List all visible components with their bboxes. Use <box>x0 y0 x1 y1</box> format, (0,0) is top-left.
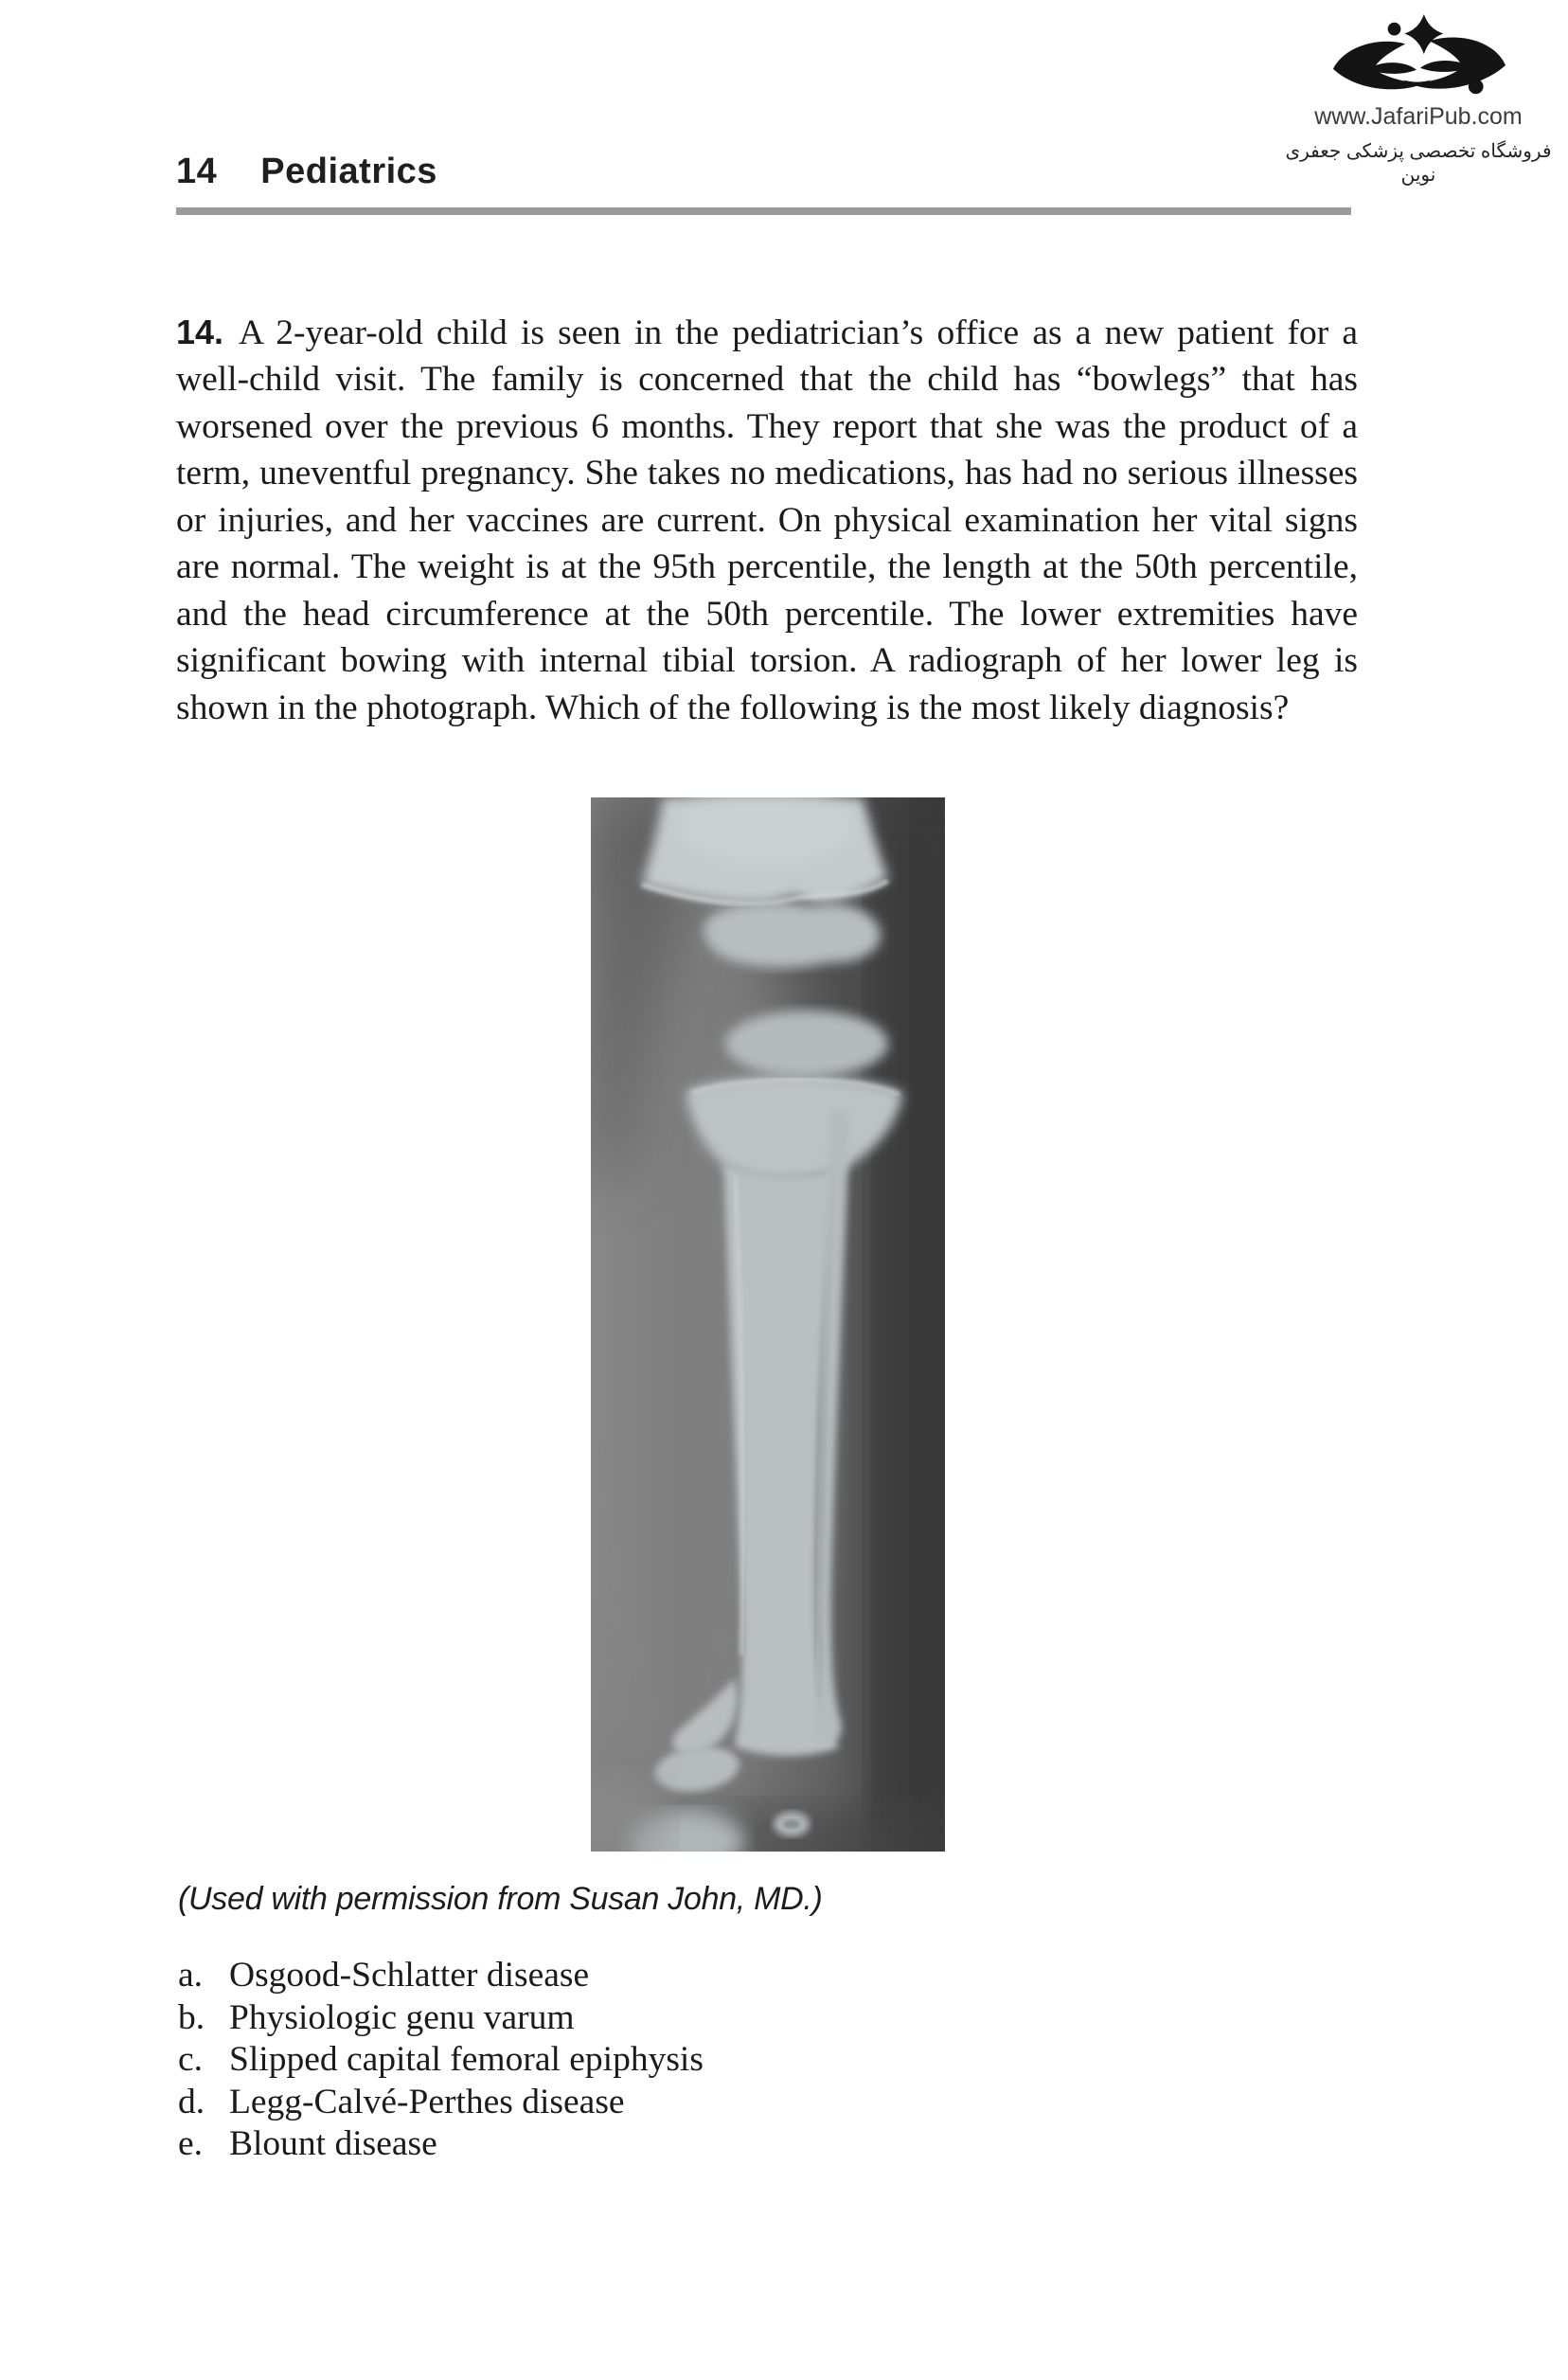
jafaripub-logo-icon <box>1326 13 1511 102</box>
option-text: Physiologic genu varum <box>229 1997 575 2037</box>
option-a <box>178 1955 1220 1997</box>
header-rule <box>176 207 1351 215</box>
question-number: 14. <box>176 312 224 351</box>
option-text: Slipped capital femoral epiphysis <box>229 2040 704 2079</box>
option-b <box>178 1997 1220 2040</box>
section-title: Pediatrics <box>260 152 437 191</box>
question-text: A 2-year-old child is seen in the pediatrician’s office as a new patient for a well-child visit. The family is concerned that the child has “bowlegs” that has worsened over the previous 6 months. They report that she was the product of a term, uneventful pregnancy. She takes no medications, has had no serious illnesses or injuries, and her vaccines are current. On physical examination her vital signs are normal. The weight is at the 95th percentile, the length at the 50th percentile, and the head circumference at the 50th percentile. The lower extremities have significant bowing with internal tibial torsion. A radiograph of her lower leg is shown in the photograph. Which of the following is the most likely diagnosis? <box>176 313 1358 727</box>
option-letter: d. <box>178 2082 205 2121</box>
brand-website: www.JafariPub.com <box>1314 103 1523 130</box>
figure-caption: (Used with permission from Susan John, MD.) <box>178 1881 823 1917</box>
question-paragraph <box>176 309 1358 732</box>
brand-tagline: فروشگاه تخصصی پزشکی جعفری نوین <box>1285 141 1552 186</box>
xray-figure <box>591 797 945 1852</box>
page-number: 14 <box>176 152 218 191</box>
option-letter: c. <box>178 2040 204 2079</box>
options-list <box>178 1955 1220 2166</box>
option-c <box>178 2039 1220 2082</box>
option-d <box>178 2082 1220 2124</box>
option-text: Osgood-Schlatter disease <box>229 1956 590 1995</box>
option-text: Blount disease <box>229 2124 437 2163</box>
option-letter: b. <box>178 1997 205 2037</box>
page-header <box>176 152 437 192</box>
brand-block <box>1280 13 1557 187</box>
option-letter: a. <box>178 1956 204 1995</box>
option-e <box>178 2123 1220 2166</box>
xray-radiograph <box>591 797 945 1852</box>
option-letter: e. <box>178 2124 204 2163</box>
option-text: Legg-Calvé-Perthes disease <box>229 2082 625 2121</box>
